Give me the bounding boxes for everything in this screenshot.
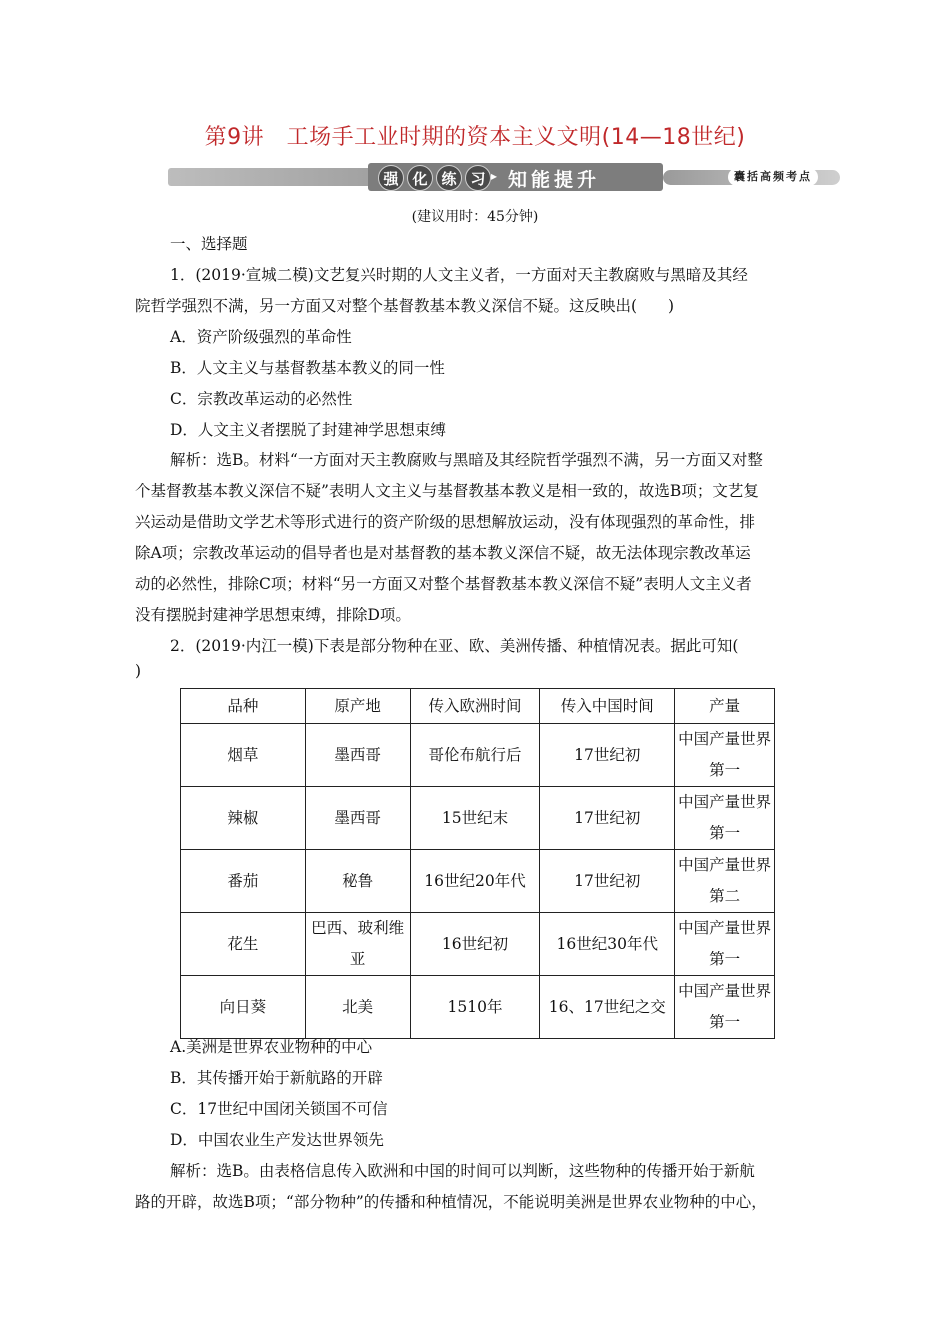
table-cell: 中国产量世界第一 <box>675 724 775 787</box>
table-header-cell: 产量 <box>675 689 775 724</box>
q2-option-b: B．其传播开始于新航路的开辟 <box>170 1069 383 1087</box>
table-cell: 花生 <box>181 913 306 976</box>
table-row <box>181 850 775 913</box>
q1-option-b: B．人文主义与基督教基本教义的同一性 <box>170 359 445 377</box>
q1-analysis-line: 除A项；宗教改革运动的倡导者也是对基督教的基本教义深信不疑，故无法体现宗教改革运 <box>135 544 751 562</box>
table-cell: 16、17世纪之交 <box>540 976 675 1039</box>
table-cell: 中国产量世界第二 <box>675 850 775 913</box>
table-cell: 中国产量世界第一 <box>675 913 775 976</box>
q1-option-c: C．宗教改革运动的必然性 <box>170 390 353 408</box>
q1-analysis-line: 兴运动是借助文学艺术等形式进行的资产阶级的思想解放运动，没有体现强烈的革命性，排 <box>135 513 756 531</box>
q1-analysis-line: 个基督教基本教义深信不疑”表明人文主义与基督教基本教义是相一致的，故选B项；文艺复 <box>135 482 759 500</box>
table-cell: 秘鲁 <box>305 850 410 913</box>
table-row <box>181 976 775 1039</box>
q2-option-c: C．17世纪中国闭关锁国不可信 <box>170 1100 388 1118</box>
table-header-cell: 传入欧洲时间 <box>410 689 540 724</box>
table-header-cell: 传入中国时间 <box>540 689 675 724</box>
banner-circle: 强 <box>378 165 404 191</box>
section-banner <box>168 163 840 191</box>
table-cell: 辣椒 <box>181 787 306 850</box>
q1-stem-line: 1．(2019·宣城二模)文艺复兴时期的人文主义者，一方面对天主教腐败与黑暗及其经 <box>170 266 748 284</box>
table-cell: 1510年 <box>410 976 540 1039</box>
q1-analysis <box>135 445 815 631</box>
q2-analysis <box>135 1156 815 1218</box>
q2-analysis-line: 路的开辟，故选B项；“部分物种”的传播和种植情况，不能说明美洲是世界农业物种的中心， <box>135 1193 767 1211</box>
q2-analysis-line: 解析：选B。由表格信息传入欧洲和中国的时间可以判断，这些物种的传播开始于新航 <box>170 1162 755 1180</box>
q1-option-d: D．人文主义者摆脱了封建神学思想束缚 <box>170 421 446 439</box>
q1-analysis-line: 解析：选B。材料“一方面对天主教腐败与黑暗及其经院哲学强烈不满，另一方面又对整 <box>170 451 763 469</box>
table-cell: 17世纪初 <box>540 724 675 787</box>
page-title: 第9讲 工场手工业时期的资本主义文明(14—18世纪) <box>204 125 746 150</box>
table-cell: 17世纪初 <box>540 850 675 913</box>
table-cell: 中国产量世界第一 <box>675 787 775 850</box>
q2-option-d: D．中国农业生产发达世界领先 <box>170 1131 384 1149</box>
question-2-stem <box>135 631 815 662</box>
table-cell: 烟草 <box>181 724 306 787</box>
q1-analysis-line: 动的必然性，排除C项；材料“另一方面又对整个基督教基本教义深信不疑”表明人文主义者 <box>135 575 752 593</box>
table-cell: 墨西哥 <box>305 724 410 787</box>
table-header-cell: 原产地 <box>305 689 410 724</box>
banner-tag: 囊括高频考点 <box>728 168 818 186</box>
table-cell: 巴西、玻利维亚 <box>305 913 410 976</box>
q1-option-a: A．资产阶级强烈的革命性 <box>170 328 352 346</box>
table-cell: 向日葵 <box>181 976 306 1039</box>
banner-circle: 化 <box>407 165 433 191</box>
table-cell: 哥伦布航行后 <box>410 724 540 787</box>
table-cell: 北美 <box>305 976 410 1039</box>
table-header-row <box>181 689 775 724</box>
table-row <box>181 787 775 850</box>
banner-subtitle: 知能提升 <box>508 169 601 191</box>
question-1-stem <box>135 260 815 322</box>
banner-circles <box>378 165 491 191</box>
time-hint: (建议用时：45分钟) <box>411 209 539 225</box>
table-cell: 16世纪初 <box>410 913 540 976</box>
table-cell: 中国产量世界第一 <box>675 976 775 1039</box>
table-cell: 15世纪末 <box>410 787 540 850</box>
table-cell: 17世纪初 <box>540 787 675 850</box>
q1-analysis-line: 没有摆脱封建神学思想束缚，排除D项。 <box>135 606 411 624</box>
table-cell: 16世纪30年代 <box>540 913 675 976</box>
table-header-cell: 品种 <box>181 689 306 724</box>
species-table <box>180 688 775 1039</box>
banner-circle: 练 <box>436 165 462 191</box>
table-cell: 16世纪20年代 <box>410 850 540 913</box>
triangle-right-icon: ▸ <box>491 169 498 183</box>
table-row <box>181 724 775 787</box>
q2-stem-line: 2．(2019·内江一模)下表是部分物种在亚、欧、美洲传播、种植情况表。据此可知( <box>170 637 739 655</box>
table-cell: 墨西哥 <box>305 787 410 850</box>
q2-option-a: A.美洲是世界农业物种的中心 <box>170 1038 373 1056</box>
table-row <box>181 913 775 976</box>
banner-circle: 习 <box>465 165 491 191</box>
q2-stem-line: ) <box>135 662 142 680</box>
table-cell: 番茄 <box>181 850 306 913</box>
q1-stem-line: 院哲学强烈不满，另一方面又对整个基督教基本教义深信不疑。这反映出( ) <box>135 297 675 315</box>
section-heading: 一、选择题 <box>170 235 248 253</box>
